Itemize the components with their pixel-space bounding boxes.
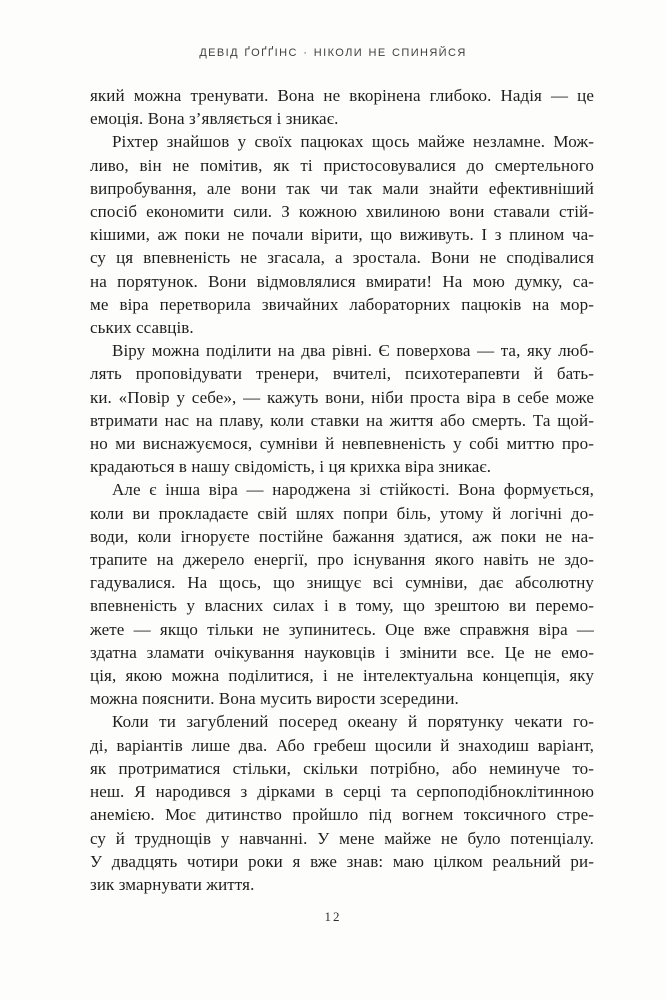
text-line: емоція. Вона з’являється і зникає. <box>90 109 339 129</box>
text-line: здатна зламати очікування науковців і змінити все. Це не емо- <box>90 642 594 662</box>
text-line: спосіб економити сили. З кожною хвилиною вони ставали стій- <box>90 202 594 222</box>
text-line: ських ссавців. <box>90 318 194 338</box>
text-line: су й труднощів у навчанні. У мене майже не було потенціалу. <box>90 828 594 848</box>
paragraph <box>90 478 594 710</box>
text-line: зик змарнувати життя. <box>90 874 255 894</box>
text-line: но ми виснажуємося, сумніви й невпевненість у собі миттю про- <box>90 434 594 454</box>
body-text <box>90 84 594 896</box>
text-line: трапите на джерело енергії, про існування якого навіть не здо- <box>90 550 594 570</box>
text-line: гадувалися. На щось, що знищує всі сумніви, дає абсолютну <box>90 573 594 593</box>
text-line: ме віра перетворила звичайних лабораторних пацюків на мор- <box>90 294 594 314</box>
text-line: впевненість у власних силах і в тому, що зрештою ви перемо- <box>90 596 594 616</box>
text-line: жете — якщо тільки не зупинитесь. Оце вже справжня віра — <box>90 619 594 639</box>
text-line: кішими, аж поки не почали вірити, що виживуть. І з плином ча- <box>90 225 594 245</box>
text-line: У двадцять чотири роки я вже знав: маю цілком реальний ри- <box>90 851 594 871</box>
text-line: коли ви прокладаєте свій шлях попри біль, утому й логічні до- <box>90 503 594 523</box>
text-line: на порятунок. Вони відмовлялися вмирати! На мою думку, са- <box>90 271 594 291</box>
page-number: 12 <box>324 909 342 924</box>
paragraph <box>90 84 594 130</box>
text-line: анемією. Моє дитинство пройшло під вогнем токсичного стре- <box>90 805 594 825</box>
text-line: ки. «Повір у себе», — кажуть вони, ніби проста віра в себе може <box>90 387 594 407</box>
paragraph <box>90 339 594 478</box>
paragraph <box>90 710 594 896</box>
text-line: Віру можна поділити на два рівні. Є поверхова — та, яку люб- <box>112 341 594 361</box>
text-line: випробування, але вони так чи так мали знайти ефективніший <box>90 178 594 198</box>
paragraph <box>90 130 594 339</box>
text-line: ція, якою можна поділитися, і не інтелектуальна концепція, яку <box>90 666 594 686</box>
text-line: неш. Я народився з дірками в серці та серпоподібноклітинною <box>90 782 594 802</box>
text-line: лять проповідувати тренери, вчителі, психотерапевти й бать- <box>90 364 594 384</box>
text-line: втримати нас на плаву, коли ставки на життя або смерть. Та щой- <box>90 410 594 430</box>
text-line: Ріхтер знайшов у своїх пацюках щось майже незламне. Мож- <box>112 132 594 152</box>
text-line: можна пояснити. Вона мусить вирости зсередини. <box>90 689 459 709</box>
text-line: ді, варіантів лише два. Або гребеш щосили й знаходиш варіант, <box>90 735 594 755</box>
text-line: Коли ти загублений посеред океану й порятунку чекати го- <box>112 712 594 732</box>
text-line: води, коли ігноруєте постійне бажання здатися, аж поки не на- <box>90 526 594 546</box>
running-header: ДЕВІД ҐОҐҐІНС · НІКОЛИ НЕ СПИНЯЙСЯ <box>199 47 467 59</box>
text-line: Але є інша віра — народжена зі стійкості. Вона формується, <box>112 480 594 500</box>
text-line: який можна тренувати. Вона не вкорінена глибоко. Надія — це <box>90 86 594 105</box>
text-line: крадаються в нашу свідомість, і ця крихка віра зникає. <box>90 457 492 477</box>
text-line: як протриматися стільки, скільки потрібно, або неминуче то- <box>90 758 594 778</box>
text-line: су ця впевненість не згасала, а зростала. Вони не сподівалися <box>90 248 594 268</box>
text-line: ливо, він не помітив, як ті пристосовувалися до смертельного <box>90 155 594 175</box>
